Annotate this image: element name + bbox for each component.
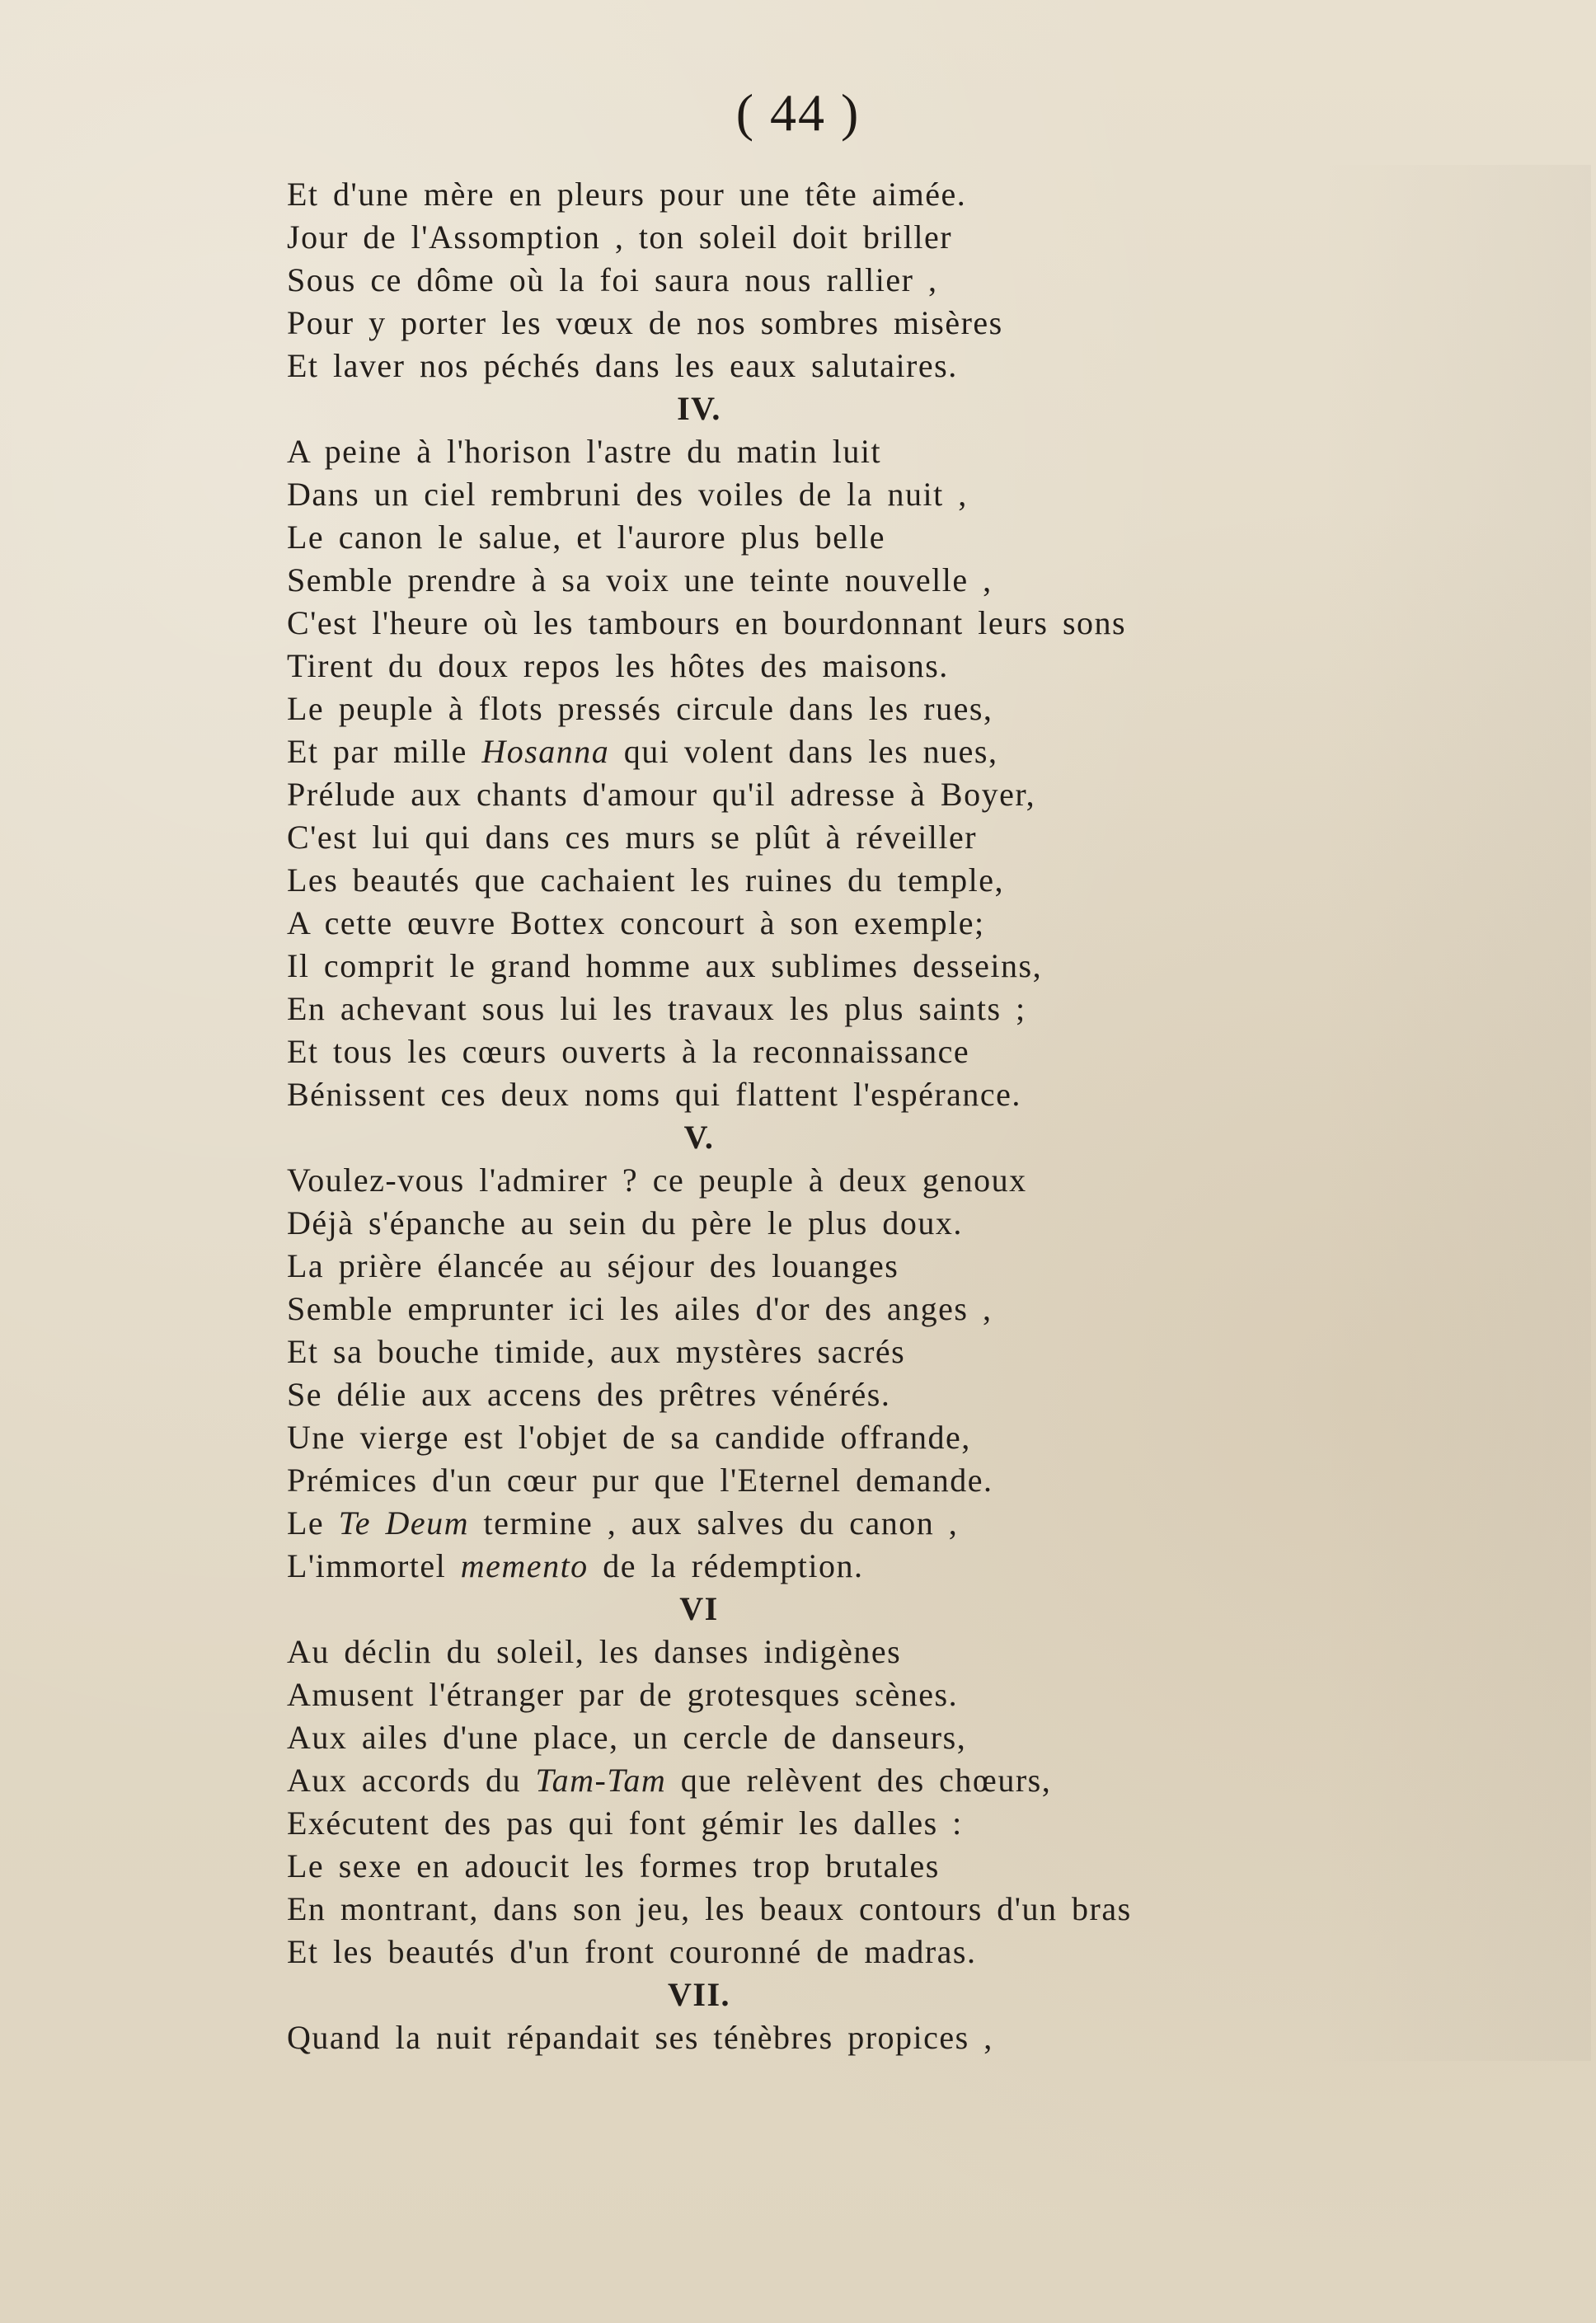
verse-line: C'est l'heure où les tambours en bourdonnant leurs sons — [287, 604, 1127, 641]
poem-text — [287, 173, 1375, 2059]
verse-line: La prière élancée au séjour des louanges — [287, 1247, 899, 1284]
verse-line: Aux accords du Tam-Tam que relèvent des chœurs, — [287, 1762, 1052, 1799]
verse-line: Et laver nos péchés dans les eaux salutaires. — [287, 347, 958, 384]
verse-line: Déjà s'épanche au sein du père le plus doux. — [287, 1204, 963, 1241]
page-number: ( 44 ) — [735, 83, 861, 142]
verse-line: Et tous les cœurs ouverts à la reconnaissance — [287, 1033, 970, 1070]
verse-line: Et d'une mère en pleurs pour une tête aimée. — [287, 176, 967, 213]
verse-line: Amusent l'étranger par de grotesques scènes. — [287, 1676, 959, 1713]
verse-line: Au déclin du soleil, les danses indigènes — [287, 1633, 902, 1670]
verse-line: Et par mille Hosanna qui volent dans les nues, — [287, 733, 998, 770]
verse-line: Les beautés que cachaient les ruines du temple, — [287, 861, 1004, 899]
stanza-heading-iv: IV. — [677, 390, 721, 427]
verse-line: En montrant, dans son jeu, les beaux contours d'un bras — [287, 1890, 1132, 1927]
stanza-heading-vi: VI — [679, 1590, 719, 1627]
verse-line: Le sexe en adoucit les formes trop brutales — [287, 1847, 940, 1884]
verse-line: Le Te Deum termine , aux salves du canon , — [287, 1504, 959, 1542]
verse-line: Se délie aux accens des prêtres vénérés. — [287, 1376, 891, 1413]
stanza-heading-vii: VII. — [667, 1976, 731, 2013]
verse-line: Une vierge est l'objet de sa candide offrande, — [287, 1419, 971, 1456]
verse-line: Semble prendre à sa voix une teinte nouvelle , — [287, 561, 993, 598]
verse-line: Et les beautés d'un front couronné de madras. — [287, 1933, 977, 1970]
verse-line: A peine à l'horison l'astre du matin luit — [287, 433, 882, 470]
italic-term: Te Deum — [338, 1504, 470, 1542]
italic-term: memento — [460, 1547, 589, 1584]
verse-line: Le peuple à flots pressés circule dans les rues, — [287, 690, 993, 727]
verse-line: Le canon le salue, et l'aurore plus belle — [287, 519, 885, 556]
verse-line: Prélude aux chants d'amour qu'il adresse à Boyer, — [287, 776, 1036, 813]
verse-line: Sous ce dôme où la foi saura nous rallier , — [287, 261, 938, 298]
stanza-heading-v: V. — [683, 1119, 715, 1156]
verse-line: Jour de l'Assomption , ton soleil doit briller — [287, 218, 953, 256]
verse-line: Il comprit le grand homme aux sublimes desseins, — [287, 947, 1043, 984]
verse-line: C'est lui qui dans ces murs se plût à réveiller — [287, 819, 978, 856]
verse-line: L'immortel memento de la rédemption. — [287, 1547, 864, 1584]
verse-line: Et sa bouche timide, aux mystères sacrés — [287, 1333, 906, 1370]
italic-term: Tam-Tam — [535, 1762, 667, 1799]
verse-line: Tirent du doux repos les hôtes des maisons. — [287, 647, 949, 684]
verse-line: En achevant sous lui les travaux les plus saints ; — [287, 990, 1026, 1027]
verse-line: Exécutent des pas qui font gémir les dalles : — [287, 1804, 963, 1842]
verse-line: Aux ailes d'une place, un cercle de danseurs, — [287, 1719, 967, 1756]
verse-line: Voulez-vous l'admirer ? ce peuple à deux genoux — [287, 1162, 1027, 1199]
verse-line: Pour y porter les vœux de nos sombres misères — [287, 304, 1003, 341]
verse-line: Quand la nuit répandait ses ténèbres propices , — [287, 2019, 993, 2056]
verse-line: Prémices d'un cœur pur que l'Eternel demande. — [287, 1462, 993, 1499]
verse-line: Dans un ciel rembruni des voiles de la nuit , — [287, 476, 968, 513]
italic-term: Hosanna — [481, 733, 610, 770]
verse-line: A cette œuvre Bottex concourt à son exemple; — [287, 904, 985, 941]
verse-line: Bénissent ces deux noms qui flattent l'espérance. — [287, 1076, 1021, 1113]
verse-line: Semble emprunter ici les ailes d'or des anges , — [287, 1290, 993, 1327]
